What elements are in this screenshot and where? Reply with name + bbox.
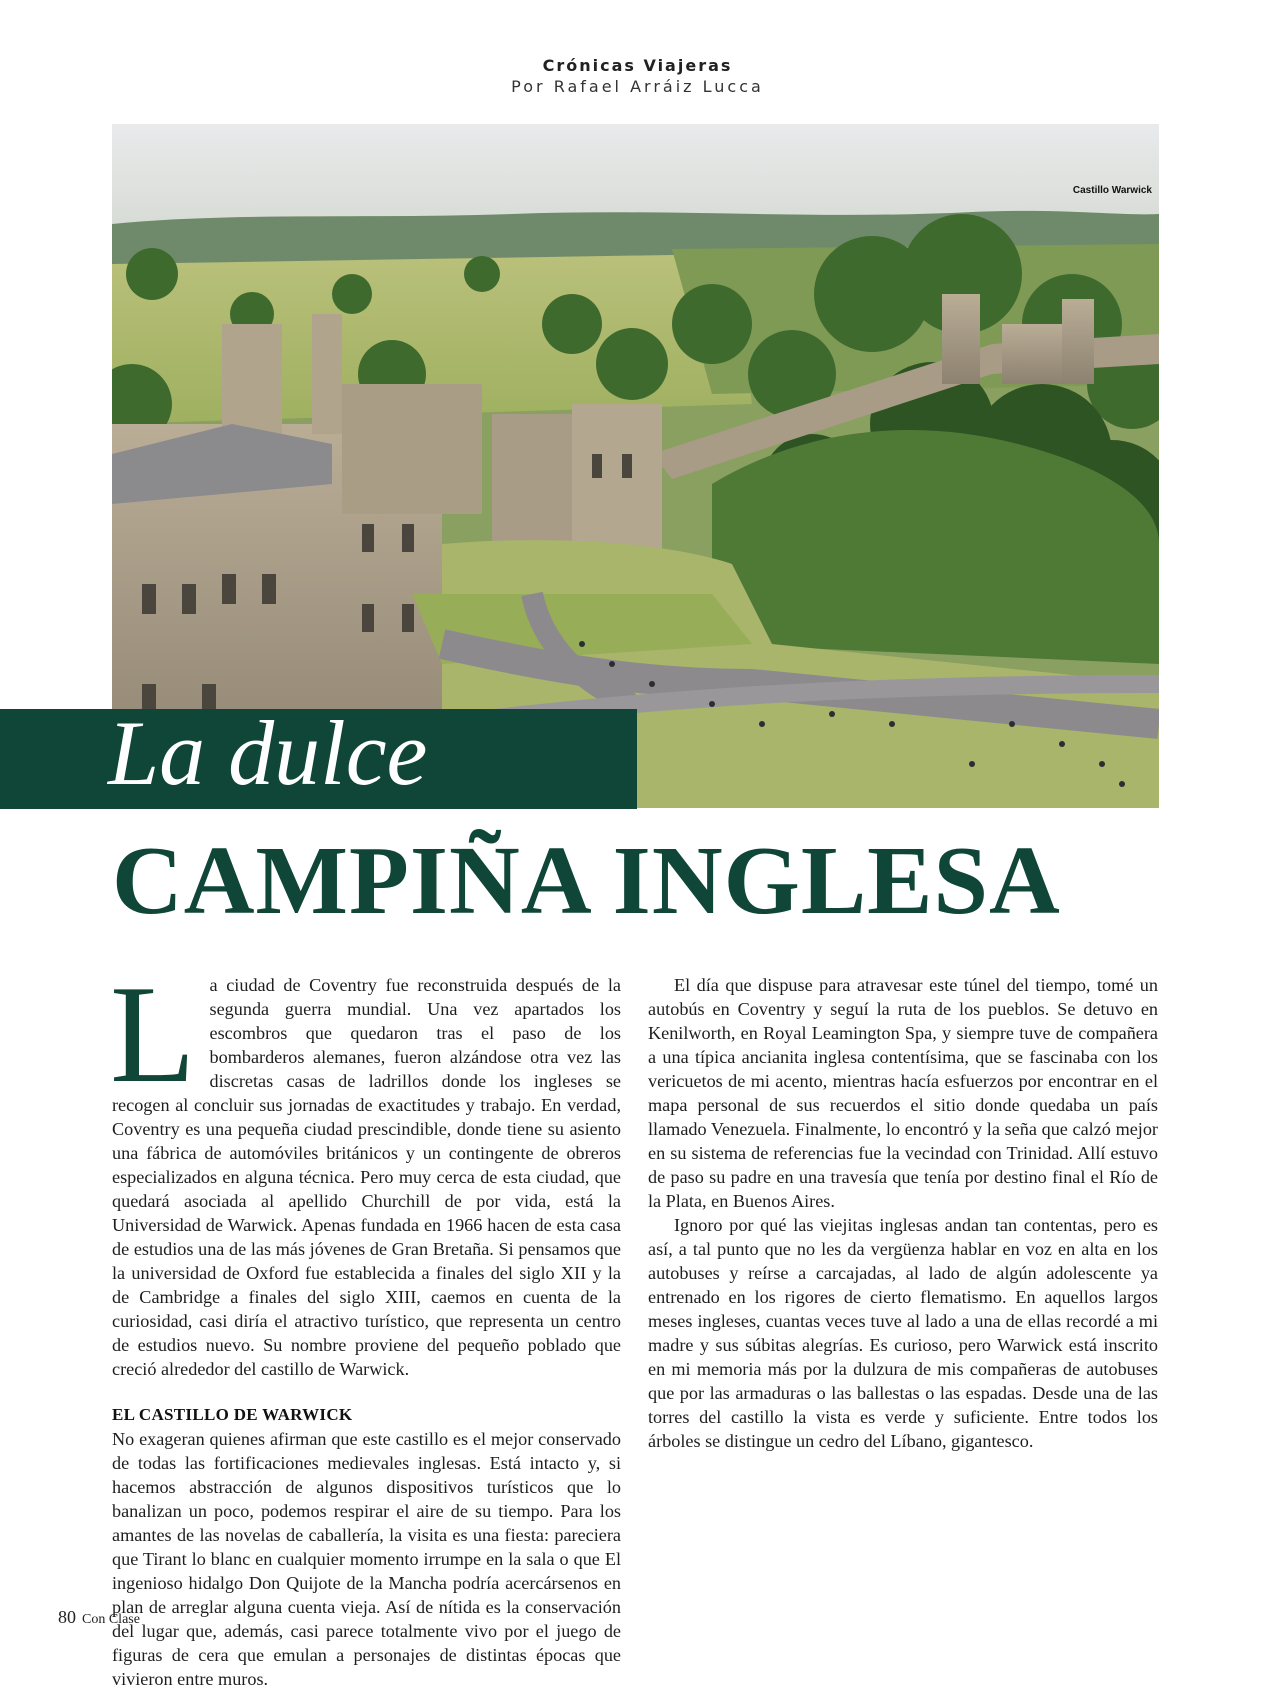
page-number: 80: [58, 1607, 76, 1627]
paragraph-1: a ciudad de Coventry fue reconstruida después de la segunda guerra mundial. Una vez apartados los escombros que quedaron tras el paso de los bombarderos alemanes, fueron alzándose otra vez las discretas casas de ladrillos donde los ingleses se recogen al concluir sus jornadas de exactitudes y trabajo. En verdad, Coventry es una pequeña ciudad prescindible, donde tiene su asiento una fábrica de automóviles británicos y un contingente de obreros especializados en alguna técnica. Pero muy cerca de esta ciudad, que quedará asociada al apellido Churchill de por vida, está la Universidad de Warwick. Apenas fundada en 1966 hacen de esta casa de estudios una de las más jóvenes de Gran Bretaña. Si pensamos que la universidad de Oxford fue establecida a finales del siglo XII y la de Cambridge a finales del siglo XIII, caemos en cuenta de la curiosidad, casi diría el atractivo turístico, que representa un centro de estudios nuevo. Su nombre proviene del pequeño poblado que creció alrededor del castillo de Warwick.: [112, 975, 621, 1379]
paragraph-2: No exageran quienes afirman que este castillo es el mejor conservado de todas las fortificaciones medievales inglesas. Está intacto y, si hacemos abstracción de algunos dispositivos turísticos que lo banalizan un poco, podemos respirar el aire de su tiempo. Para los amantes de las novelas de caballería, la visita es una fiesta: pareciera que Tirant lo blanc en cualquier momento irrumpe en la sala o que El ingenioso hidalgo Don Quijote de la Mancha podría acercársenos en plan de arreglar alguna cuenta vieja. Así de nítida es la conservación del lugar que, además, casi parece totalmente vivo por el juego de figuras de cera que emulan a personajes de distintas épocas que vivieron entre muros.: [112, 1429, 621, 1689]
paragraph-4: Ignoro por qué las viejitas inglesas andan tan contentas, pero es así, a tal punto que no les da vergüenza hablar en voz en alta en los autobuses y reírse a carcajadas, al lado de algún adolescente ya entrenado en los rigores de cierto flematismo. En aquellos largos meses ingleses, cuantas veces tuve al lado a una de ellas recordé a mi madre y sus súbitas alegrías. Es curioso, pero Warwick está inscrito en mi memoria más por la dulzura de mis compañeras de autobuses que por las armaduras o las ballestas o las espadas. Desde una de las torres del castillo la vista es verde y suficiente. Entre todos los árboles se distingue un cedro del Líbano, gigantesco.: [648, 1215, 1158, 1451]
section-name: Crónicas Viajeras: [542, 56, 733, 75]
headline-line-2: CAMPIÑA INGLESA: [112, 827, 1061, 935]
paragraph-3: El día que dispuse para atravesar este túnel del tiempo, tomé un autobús en Coventry y seguí la ruta de los pueblos. Se detuvo en Kenilworth, en Royal Leamington Spa, y siempre tuve de compañera a una típica ancianita inglesa contentísima, que se fascinaba con los vericuetos de mi acento, mientras hacía esfuerzos por encontrar en el mapa personal de sus recuerdos el sitio donde quedaba un país llamado Venezuela. Finalmente, lo encontró y la seña que calzó mejor en su sistema de referencias fue la vecindad con Trinidad. Allí estuvo de paso su padre en una travesía que tenía por destino final el Río de la Plata, en Buenos Aires.: [648, 975, 1158, 1211]
byline: Por Rafael Arráiz Lucca: [511, 77, 764, 96]
drop-cap: L: [110, 957, 196, 1112]
headline-line-1: La dulce: [108, 702, 428, 804]
section-heading: EL CASTILLO DE WARWICK: [112, 1405, 353, 1424]
magazine-name: Con Clase: [82, 1612, 140, 1627]
photo-caption: Castillo Warwick: [1072, 185, 1152, 196]
page-folio: [58, 1607, 140, 1628]
article-kicker: [0, 56, 1275, 98]
article-column-right: [648, 973, 1158, 1453]
